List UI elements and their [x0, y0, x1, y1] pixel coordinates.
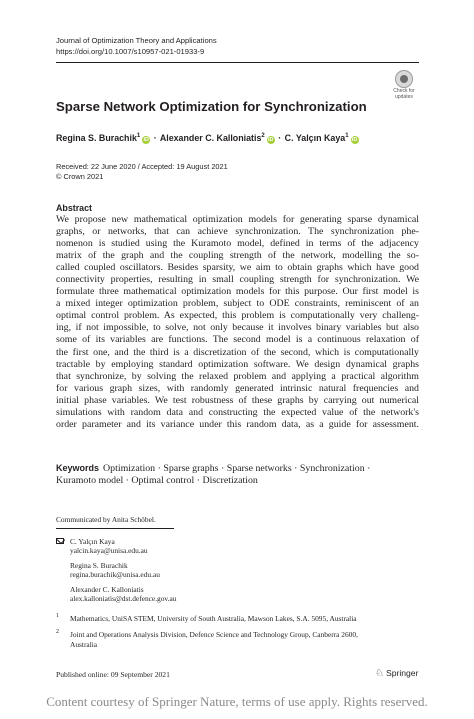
affiliation-text-continued: Australia [70, 639, 98, 649]
abstract-text [56, 214, 419, 431]
keywords-list: Optimization · Sparse graphs · Sparse networks · Synchronization · [103, 463, 371, 474]
affiliation-entry [56, 614, 419, 623]
contact-entry [70, 561, 176, 580]
author-affiliation-ref: 2 [261, 133, 265, 140]
abstract-line: called coupled oscillators. Besides sparsity, we aim to obtain graphs which have good [56, 262, 419, 274]
affiliation-number: 1 [56, 613, 59, 619]
abstract-line: a mixed integer optimization problem, subject to ODE constraints, reminiscent of an [56, 298, 419, 310]
abstract-line: nomenon is studied using the Kuramoto model, defined in terms of the adjacency [56, 238, 419, 250]
check-updates-label: Check for updates [393, 88, 415, 100]
keywords-section [56, 462, 419, 487]
abstract-line: formulate three mathematical optimization models for this purpose. Our first model is [56, 286, 419, 298]
keywords-list-continued: Kuramoto model · Optimal control · Discretization [56, 475, 258, 487]
contact-name: Regina S. Burachik [70, 560, 128, 570]
abstract-line: simulations with random data and constructing the expected value of the network's [56, 406, 419, 418]
author-separator: · [153, 133, 157, 143]
journal-header [56, 36, 217, 57]
contact-email[interactable]: yalcin.kaya@unisa.edu.au [70, 546, 148, 556]
author-separator: · [278, 133, 282, 143]
author-list [56, 133, 359, 144]
contact-email[interactable]: alex.kalloniatis@dst.defence.gov.au [70, 594, 177, 604]
header-divider [56, 62, 419, 63]
abstract-line: ing, if not impossible, to solve, not only because it involves binary variables but also [56, 322, 419, 334]
footnote-divider [56, 528, 174, 529]
received-accepted-dates: Received: 22 June 2020 / Accepted: 19 August 2021 [56, 162, 228, 171]
communicated-by: Communicated by Anita Schöbel. [56, 515, 156, 524]
abstract-line: tractable by employing standard optimization software. We design dynamical graphs [56, 358, 419, 370]
author-name[interactable]: C. Yalçın Kaya [284, 133, 346, 143]
contact-name: Alexander C. Kalloniatis [70, 584, 144, 594]
contact-entry [70, 585, 176, 604]
corresponding-contacts [56, 537, 177, 608]
orcid-icon[interactable]: iD [268, 137, 274, 143]
journal-name: Journal of Optimization Theory and Applications [56, 36, 217, 45]
author-affiliation-ref: 1 [345, 133, 349, 140]
crossmark-icon [395, 70, 413, 88]
affiliation-text: Joint and Operations Analysis Division, Defence Science and Technology Group, Canberra 2600, [70, 630, 358, 640]
abstract-line: matrix of the graph and the coupling strength of the network, modelling the so- [56, 250, 419, 262]
contact-name: C. Yalçın Kaya [70, 537, 115, 546]
abstract-line: initial phase variables. We test robustness of these graphs by carrying out numerical [56, 394, 419, 406]
contact-email[interactable]: regina.burachik@unisa.edu.au [70, 570, 160, 580]
copyright-notice: © Crown 2021 [56, 171, 104, 181]
keywords-label: Keywords [56, 463, 100, 473]
abstract-line: connectivity properties, resulting in small coupling strength for synchronization. We [56, 274, 419, 286]
publisher-logo[interactable] [375, 668, 418, 679]
abstract-line: order parameter and its variance under this random data, as a guide for assessment. [56, 418, 419, 430]
publisher-name: Springer [385, 668, 419, 678]
abstract-line: graphs, or networks, that can achieve synchronization. The synchronization phe- [56, 226, 419, 238]
abstract-line: the first one, and the third is a discretization of the second, which is computationally [56, 346, 419, 358]
author-name[interactable]: Regina S. Burachik [56, 133, 137, 143]
check-for-updates-button[interactable] [389, 70, 419, 100]
envelope-icon [56, 538, 64, 544]
affiliations [56, 614, 419, 656]
abstract-line: that synchronize, by solving the relaxed problem and applying a practical algorithm [56, 370, 419, 382]
courtesy-watermark: Content courtesy of Springer Nature, terms of use apply. Rights reserved. [46, 694, 428, 709]
orcid-icon[interactable]: iD [351, 137, 358, 143]
abstract-line: some of its variables are functions. The second model is a continuous relaxation of [56, 334, 419, 346]
abstract-line: optimal control problem. As expected, this problem is computationally very challeng- [56, 310, 419, 322]
doi-link[interactable]: https://doi.org/10.1007/s10957-021-01933-9 [56, 46, 205, 56]
author-name[interactable]: Alexander C. Kalloniatis [159, 133, 262, 143]
affiliation-number: 2 [56, 629, 59, 636]
published-online-date: Published online: 09 September 2021 [56, 670, 170, 679]
orcid-icon[interactable]: iD [143, 137, 149, 143]
affiliation-text: Mathematics, UniSA STEM, University of South Australia, Mawson Lakes, S.A. 5095, Australia [70, 614, 357, 623]
contact-entry [70, 537, 176, 556]
springer-horse-icon: ♘ [375, 668, 384, 679]
article-title: Sparse Network Optimization for Synchronization [56, 99, 367, 114]
abstract-line: We propose new mathematical optimization models for generating sparse dynamical [56, 214, 419, 225]
author-affiliation-ref: 1 [136, 133, 141, 140]
abstract-heading: Abstract [56, 203, 93, 213]
article-dates [56, 162, 228, 181]
affiliation-entry [56, 630, 419, 649]
abstract-line: for various graph sizes, with randomly generated intrinsic natural frequencies and [56, 382, 419, 394]
